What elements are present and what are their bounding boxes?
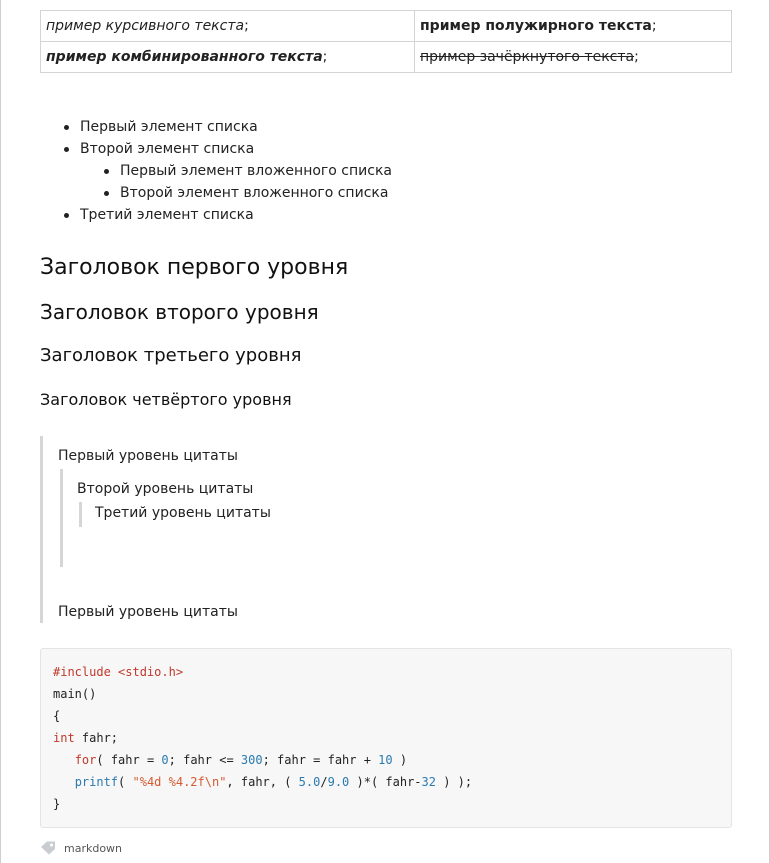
bold-text: пример полужирного текста	[420, 18, 652, 34]
punctuation: ;	[244, 18, 249, 34]
quote-text: Третий уровень цитаты	[95, 505, 271, 521]
list-item: Третий элемент списка	[40, 204, 392, 226]
code-line: {	[53, 709, 61, 723]
code-line: for( fahr = 0; fahr <= 300; fahr = fahr + 10 )	[74, 753, 408, 767]
table-cell	[415, 42, 732, 73]
heading-level-1: Заголовок первого уровня	[40, 255, 349, 280]
nested-list-item: Второй элемент вложенного списка	[40, 182, 392, 204]
code-line-0: #include <stdio.h>	[53, 665, 184, 679]
tag-list	[40, 838, 122, 858]
heading-level-2: Заголовок второго уровня	[40, 300, 319, 324]
formatting-table	[40, 10, 732, 73]
heading-level-3: Заголовок третьего уровня	[40, 345, 302, 366]
punctuation: ;	[322, 49, 328, 65]
quote-text: Второй уровень цитаты	[77, 481, 254, 497]
list-item: Второй элемент списка	[40, 138, 392, 160]
article-content	[40, 10, 732, 855]
table-row	[41, 42, 732, 73]
italic-text: пример курсивного текста	[46, 18, 245, 34]
blockquote-level-1	[40, 436, 360, 623]
table-row	[41, 11, 732, 42]
quote-text: Первый уровень цитаты	[58, 604, 238, 620]
code-line	[53, 661, 719, 683]
tag-link-markdown[interactable]: markdown	[64, 841, 123, 855]
code-line: printf( "%4d %4.2f\n", fahr, ( 5.0/9.0 )*( fahr-32 ) );	[74, 775, 473, 789]
bold-italic-text: пример комбинированного текста	[46, 49, 323, 65]
heading-level-4: Заголовок четвёртого уровня	[40, 390, 292, 409]
code-line: main()	[53, 687, 97, 701]
tag-icon	[40, 841, 56, 855]
table-cell	[41, 11, 415, 42]
bulleted-list	[40, 116, 392, 226]
punctuation: ;	[634, 49, 639, 65]
quote-text: Первый уровень цитаты	[58, 448, 238, 464]
code-line: }	[53, 797, 61, 811]
code-block	[40, 648, 732, 828]
list-item: Первый элемент списка	[40, 116, 392, 138]
blockquote-level-2	[60, 469, 340, 567]
punctuation: ;	[651, 18, 657, 34]
blockquote-level-3	[79, 502, 319, 527]
table-cell	[415, 11, 732, 42]
strikethrough-text: пример зачёркнутого текста	[420, 49, 635, 65]
code-line: int fahr;	[53, 731, 119, 745]
table-cell	[41, 42, 415, 73]
nested-list-item: Первый элемент вложенного списка	[40, 160, 392, 182]
